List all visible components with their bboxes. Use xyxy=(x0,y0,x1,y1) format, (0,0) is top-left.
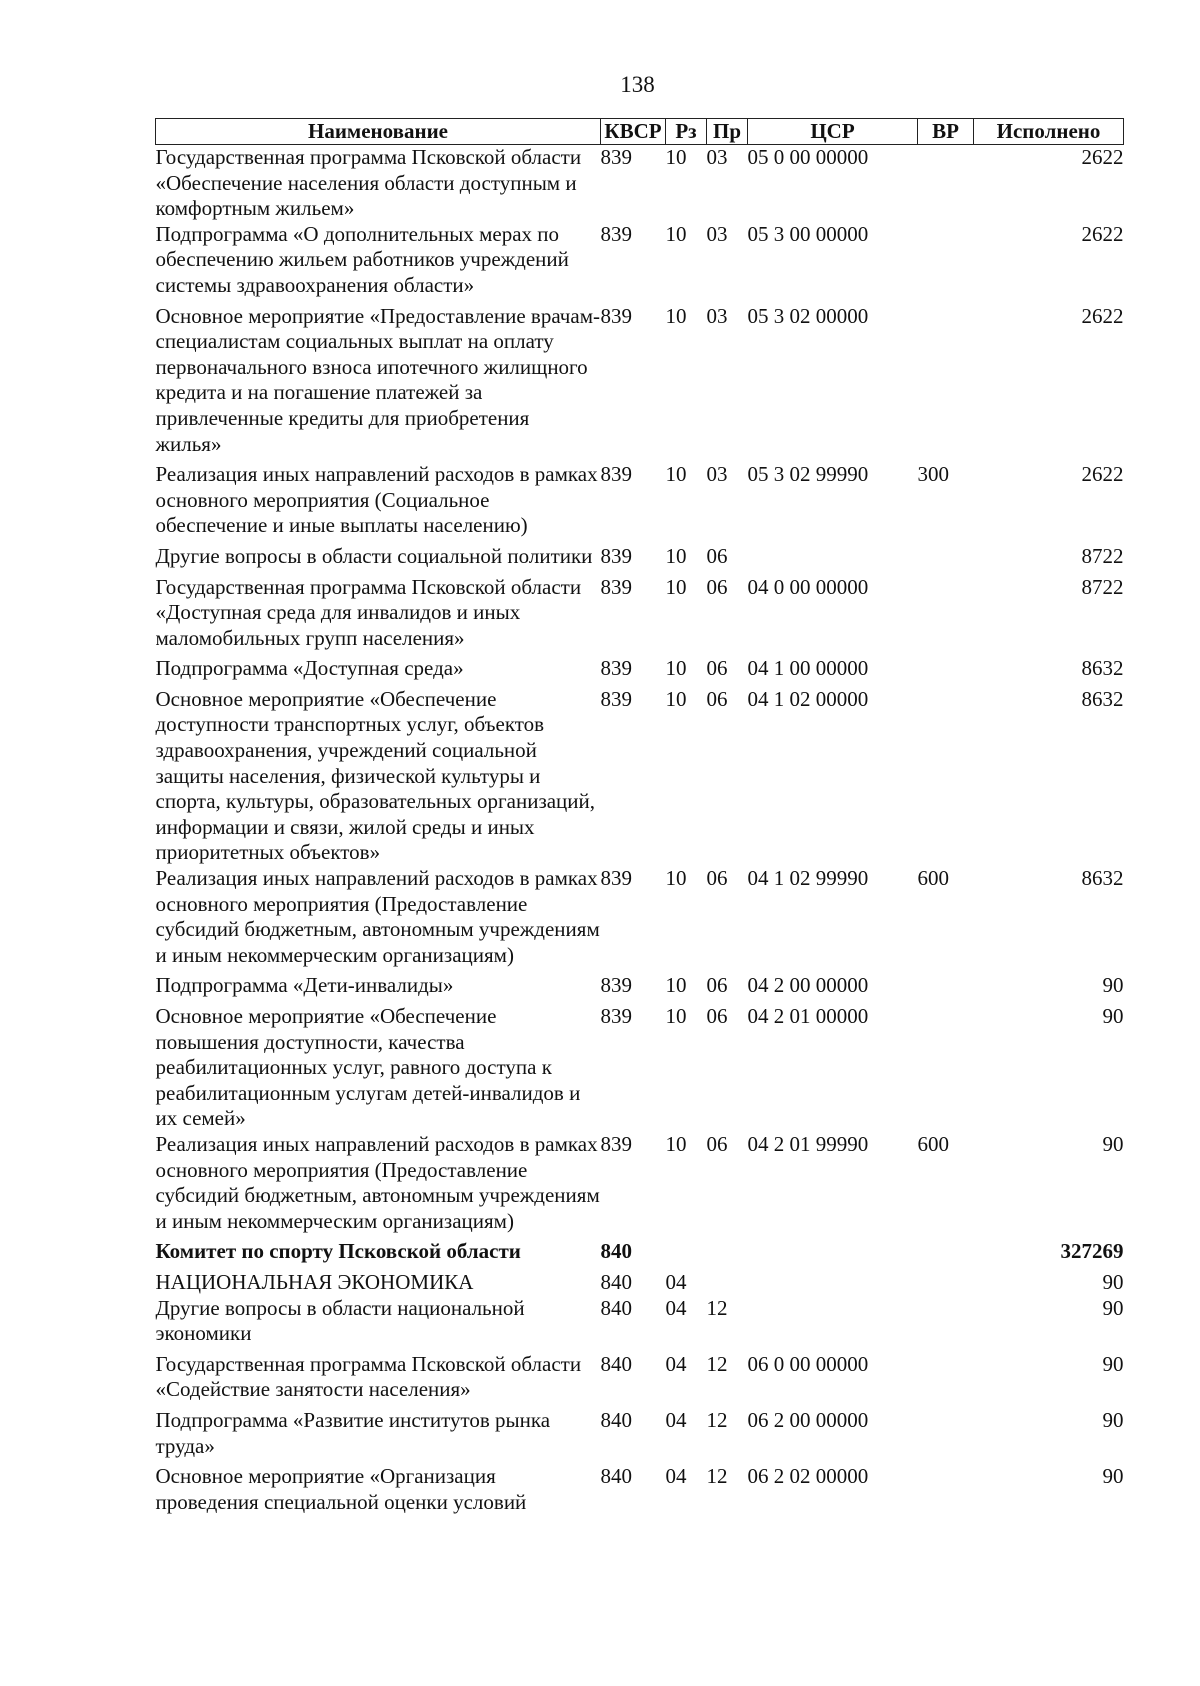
row-kvsr: 840 xyxy=(600,1351,632,1376)
row-csr: 04 2 00 00000 xyxy=(747,973,869,998)
row-vr: 300 xyxy=(917,462,949,487)
row-amount: 90 xyxy=(1102,1407,1124,1432)
row-amount: 2622 xyxy=(1081,145,1124,169)
row-name: Государственная программа Псковской области «Обеспечение населения области доступным и комфортным жильем» xyxy=(155,145,582,221)
row-kvsr: 839 xyxy=(600,656,632,681)
row-vr xyxy=(918,299,974,458)
row-name: Реализация иных направлений расходов в рамках основного мероприятия (Социальное обеспечение и иные выплаты населению) xyxy=(155,462,598,538)
row-rz: 10 xyxy=(665,221,687,246)
row-amount: 90 xyxy=(1102,1295,1124,1320)
row-kvsr: 839 xyxy=(600,145,632,169)
row-name: Основное мероприятие «Обеспечение доступности транспортных услуг, объектов здравоохранения, учреждений социальной защиты населения, физической культуры и спорта, культуры, образовательных организаций, информации и связи, жилой среды и иных приоритетных объектов» xyxy=(155,686,596,865)
row-amount: 8632 xyxy=(1081,686,1124,711)
row-name: НАЦИОНАЛЬНАЯ ЭКОНОМИКА xyxy=(155,1269,474,1294)
row-pr xyxy=(707,1234,748,1265)
row-pr: 06 xyxy=(706,686,728,711)
row-pr: 06 xyxy=(706,866,728,891)
row-name: Подпрограмма «О дополнительных мерах по обеспечению жильем работников учреждений системы здравоохранения области» xyxy=(155,221,569,297)
row-vr: 600 xyxy=(917,1131,949,1156)
header-rz: Рз xyxy=(666,119,707,145)
row-pr: 06 xyxy=(706,543,728,568)
row-vr xyxy=(918,968,974,999)
row-name: Реализация иных направлений расходов в рамках основного мероприятия (Предоставление субсидий бюджетным, автономным учреждениям и иным некоммерческим организациям) xyxy=(155,1131,600,1233)
table-row xyxy=(156,866,1124,968)
row-csr: 04 2 01 00000 xyxy=(747,1004,869,1028)
header-kvsr: КВСР xyxy=(601,119,666,145)
row-amount: 2622 xyxy=(1081,303,1124,328)
row-csr: 05 0 00 00000 xyxy=(747,145,869,169)
row-kvsr: 839 xyxy=(600,866,632,891)
row-name: Подпрограмма «Развитие институтов рынка труда» xyxy=(155,1407,551,1458)
row-vr xyxy=(918,1403,974,1459)
row-vr xyxy=(918,222,974,299)
row-amount: 90 xyxy=(1102,1004,1124,1028)
row-pr: 03 xyxy=(706,303,728,328)
budget-table xyxy=(155,118,1124,1515)
row-rz: 10 xyxy=(665,973,687,998)
row-pr: 06 xyxy=(706,1004,728,1028)
row-kvsr: 840 xyxy=(600,1464,632,1489)
row-csr xyxy=(748,539,918,570)
row-csr: 04 2 01 99990 xyxy=(747,1131,869,1156)
row-rz xyxy=(666,1234,707,1265)
table-row xyxy=(156,1132,1124,1234)
row-kvsr: 839 xyxy=(600,973,632,998)
row-rz: 10 xyxy=(665,1004,687,1028)
row-csr: 06 2 00 00000 xyxy=(747,1407,869,1432)
row-rz: 10 xyxy=(665,543,687,568)
row-pr: 06 xyxy=(706,656,728,681)
row-rz: 10 xyxy=(665,656,687,681)
row-name: Основное мероприятие «Обеспечение повышения доступности, качества реабилитационных услуг, равного доступа к реабилитационным услугам детей-инвалидов и их семей» xyxy=(155,1004,581,1131)
row-vr xyxy=(918,651,974,682)
row-amount: 90 xyxy=(1102,1351,1124,1376)
table-body xyxy=(156,145,1124,1516)
row-rz: 10 xyxy=(665,686,687,711)
row-pr: 03 xyxy=(706,462,728,487)
row-pr: 12 xyxy=(706,1351,728,1376)
row-csr: 04 1 02 99990 xyxy=(747,866,869,891)
row-vr xyxy=(918,1459,974,1515)
row-vr xyxy=(918,1265,974,1296)
table-row xyxy=(156,651,1124,682)
row-kvsr: 839 xyxy=(600,462,632,487)
table-row xyxy=(156,1347,1124,1403)
row-kvsr: 839 xyxy=(600,303,632,328)
row-rz: 04 xyxy=(665,1464,687,1489)
row-kvsr: 840 xyxy=(600,1407,632,1432)
row-csr: 06 0 00 00000 xyxy=(747,1351,869,1376)
header-amount: Исполнено xyxy=(974,119,1124,145)
row-name: Основное мероприятие «Организация проведения специальной оценки условий xyxy=(155,1464,527,1514)
row-kvsr: 840 xyxy=(600,1239,632,1264)
row-rz: 10 xyxy=(665,1131,687,1156)
row-pr xyxy=(707,1265,748,1296)
row-name: Государственная программа Псковской области «Содействие занятости населения» xyxy=(155,1351,582,1402)
row-pr: 12 xyxy=(706,1407,728,1432)
row-vr xyxy=(918,1296,974,1347)
header-vr: ВР xyxy=(918,119,974,145)
row-rz: 04 xyxy=(665,1407,687,1432)
row-rz: 10 xyxy=(665,462,687,487)
row-vr: 600 xyxy=(917,866,949,891)
row-name: Другие вопросы в области социальной политики xyxy=(155,543,593,568)
row-pr: 03 xyxy=(706,221,728,246)
row-amount: 8632 xyxy=(1081,656,1124,681)
row-csr: 06 2 02 00000 xyxy=(747,1464,869,1489)
row-amount: 90 xyxy=(1102,1131,1124,1156)
row-vr xyxy=(918,145,974,222)
table-row xyxy=(156,222,1124,299)
page-number: 138 xyxy=(620,72,655,97)
table-row xyxy=(156,1296,1124,1347)
row-pr: 12 xyxy=(706,1464,728,1489)
table-header xyxy=(156,119,1124,145)
row-csr: 04 1 00 00000 xyxy=(747,656,869,681)
row-kvsr: 840 xyxy=(600,1295,632,1320)
table-row xyxy=(156,1403,1124,1459)
row-amount: 90 xyxy=(1102,1269,1124,1294)
row-csr xyxy=(748,1265,918,1296)
row-amount: 8722 xyxy=(1081,543,1124,568)
row-csr xyxy=(748,1296,918,1347)
row-rz: 10 xyxy=(665,145,687,169)
row-vr xyxy=(918,1347,974,1403)
row-rz: 04 xyxy=(665,1269,687,1294)
row-pr: 06 xyxy=(706,574,728,599)
table-row xyxy=(156,570,1124,652)
table-row xyxy=(156,1265,1124,1296)
row-amount: 2622 xyxy=(1081,221,1124,246)
table-row xyxy=(156,999,1124,1132)
row-kvsr: 839 xyxy=(600,574,632,599)
row-kvsr: 839 xyxy=(600,543,632,568)
row-csr: 05 3 00 00000 xyxy=(747,221,869,246)
row-kvsr: 839 xyxy=(600,686,632,711)
row-name: Другие вопросы в области национальной экономики xyxy=(155,1295,525,1346)
row-amount: 8722 xyxy=(1081,574,1124,599)
row-kvsr: 839 xyxy=(600,1131,632,1156)
row-amount: 90 xyxy=(1102,1464,1124,1489)
row-csr: 05 3 02 99990 xyxy=(747,462,869,487)
table-row xyxy=(156,299,1124,458)
table-row xyxy=(156,1234,1124,1265)
row-name: Реализация иных направлений расходов в рамках основного мероприятия (Предоставление субсидий бюджетным, автономным учреждениям и иным некоммерческим организациям) xyxy=(155,866,600,967)
row-pr: 03 xyxy=(706,145,728,169)
header-csr: ЦСР xyxy=(748,119,918,145)
row-vr xyxy=(918,1234,974,1265)
header-pr: Пр xyxy=(707,119,748,145)
row-vr xyxy=(918,570,974,652)
row-amount: 2622 xyxy=(1081,462,1124,487)
row-rz: 04 xyxy=(665,1351,687,1376)
row-vr xyxy=(918,539,974,570)
row-pr: 06 xyxy=(706,973,728,998)
row-amount: 8632 xyxy=(1081,866,1124,891)
table-row xyxy=(156,457,1124,539)
row-kvsr: 839 xyxy=(600,221,632,246)
header-name: Наименование xyxy=(156,119,601,145)
row-csr: 04 0 00 00000 xyxy=(747,574,869,599)
row-name: Государственная программа Псковской области «Доступная среда для инвалидов и иных маломобильных групп населения» xyxy=(155,574,582,650)
row-csr: 05 3 02 00000 xyxy=(747,303,869,328)
row-kvsr: 839 xyxy=(600,1004,632,1028)
row-amount: 90 xyxy=(1102,973,1124,998)
row-name: Подпрограмма «Доступная среда» xyxy=(155,656,464,681)
table-row xyxy=(156,539,1124,570)
row-csr xyxy=(748,1234,918,1265)
row-vr xyxy=(918,999,974,1132)
row-vr xyxy=(918,682,974,866)
row-csr: 04 1 02 00000 xyxy=(747,686,869,711)
row-pr: 06 xyxy=(706,1131,728,1156)
table-row xyxy=(156,968,1124,999)
row-rz: 10 xyxy=(665,303,687,328)
row-rz: 10 xyxy=(665,866,687,891)
row-pr: 12 xyxy=(706,1295,728,1320)
row-name: Комитет по спорту Псковской области xyxy=(155,1239,521,1264)
table-row xyxy=(156,682,1124,866)
row-name: Подпрограмма «Дети-инвалиды» xyxy=(155,973,454,998)
row-amount: 327269 xyxy=(1060,1239,1124,1264)
row-rz: 10 xyxy=(665,574,687,599)
table-row xyxy=(156,1459,1124,1515)
row-kvsr: 840 xyxy=(600,1269,632,1294)
table-row xyxy=(156,145,1124,222)
row-name: Основное мероприятие «Предоставление врачам-специалистам социальных выплат на оплату первоначального взноса ипотечного жилищного кредита и на погашение платежей за привлеченные кредиты для приобретения жилья» xyxy=(155,303,600,456)
row-rz: 04 xyxy=(665,1295,687,1320)
